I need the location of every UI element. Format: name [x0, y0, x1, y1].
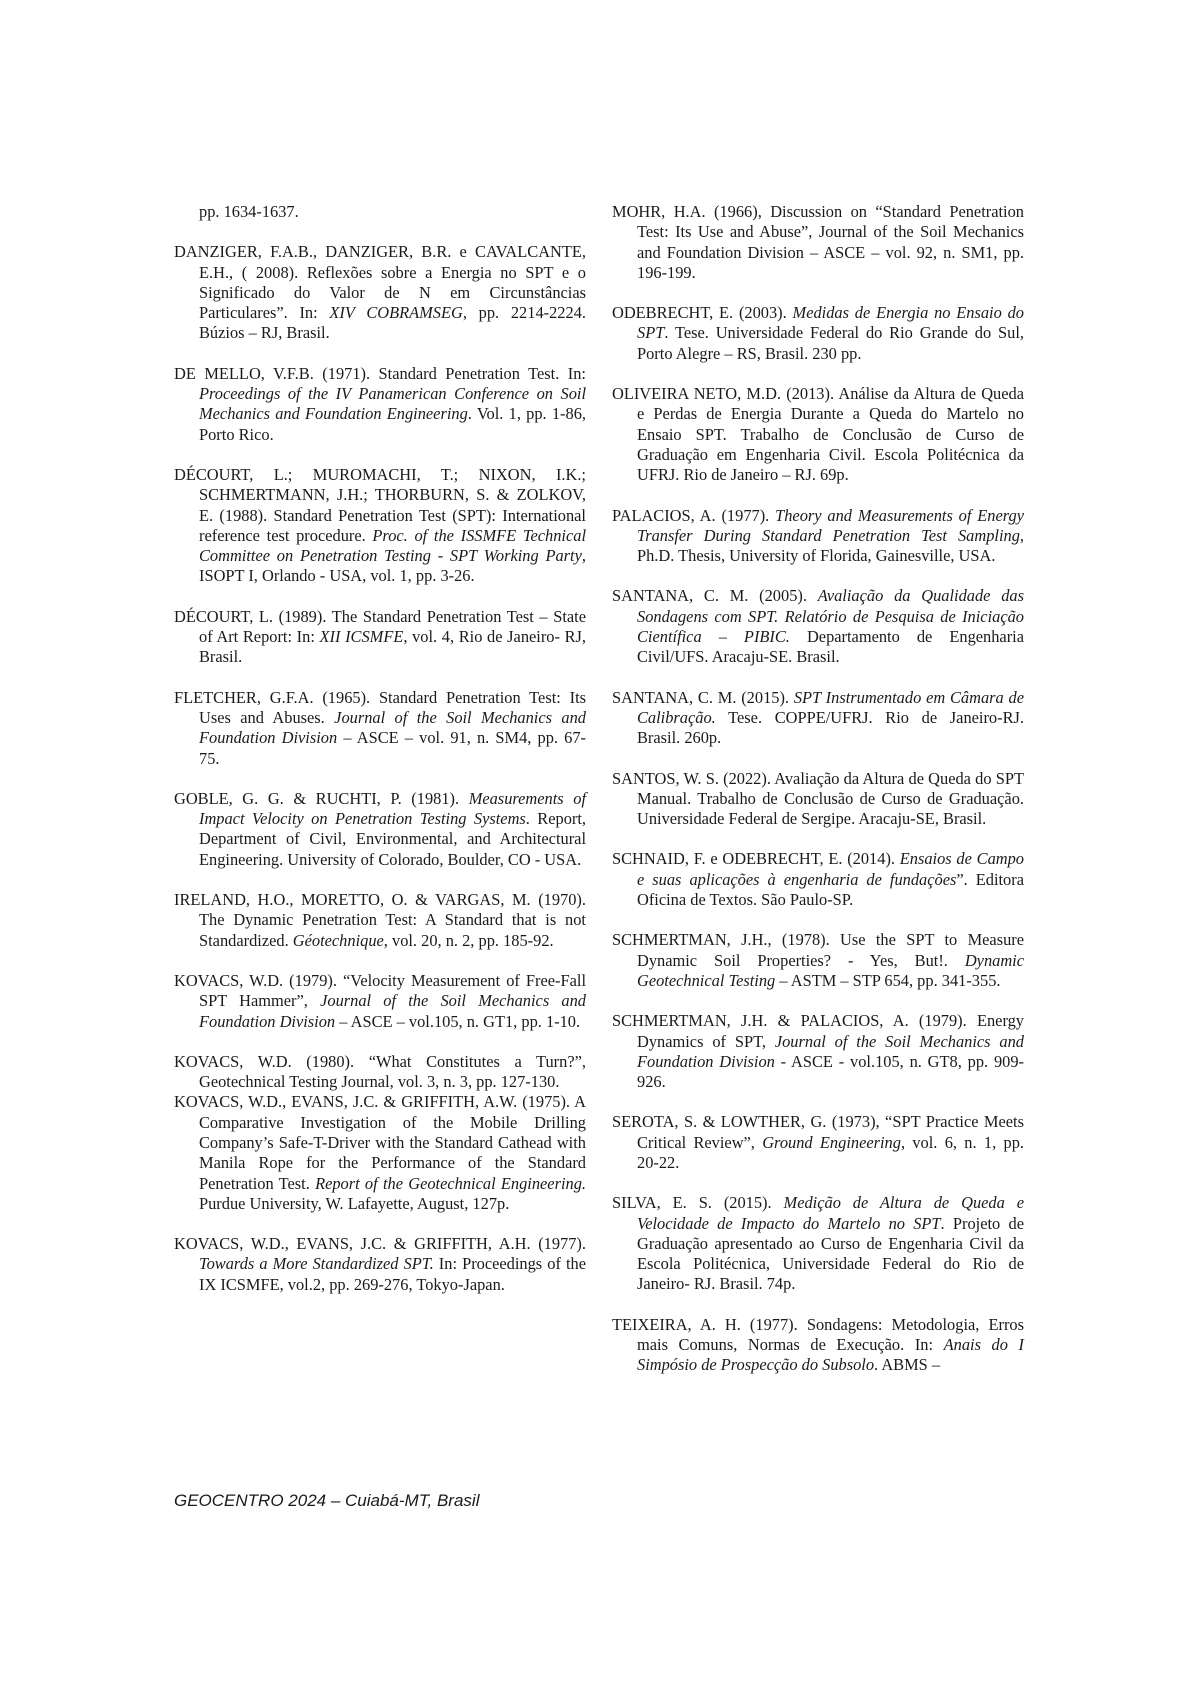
references-right-column — [612, 202, 1024, 1396]
reference-italic-text: SPT Instrumentado em Câmara de Calibração. — [637, 687, 1025, 727]
reference-text: Departamento de Engenharia Civil/UFS. Aracaju-SE. Brasil. — [637, 627, 1024, 667]
reference-italic-text: XIV COBRAMSEG — [329, 303, 463, 323]
reference-italic-text: XII ICSMFE — [319, 627, 404, 647]
reference-italic-text: Towards a More Standardized SPT. — [199, 1254, 434, 1274]
reference-text: DÉCOURT, L. (1989). The Standard Penetration Test – State of Art Report: In: — [174, 606, 586, 647]
reference-text: , ISOPT I, Orlando - USA, vol. 1, pp. 3-26. — [199, 546, 586, 586]
reference-text: . Report, Department of Civil, Environmental, and Architectural Engineering. University of Colorado, Boulder, CO - USA. — [199, 809, 586, 869]
reference-italic-text: Journal of the Soil Mechanics and Foundation Division — [637, 1031, 1024, 1071]
reference-entry — [174, 1052, 586, 1093]
reference-text: KOVACS, W.D. (1979). “Velocity Measurement of Free-Fall SPT Hammer”, — [174, 970, 586, 1011]
reference-text: TEIXEIRA, A. H. (1977). Sondagens: Metodologia, Erros mais Comuns, Normas de Execução. In: — [612, 1314, 1024, 1355]
reference-entry — [612, 586, 1024, 667]
reference-text: , vol. 6, n. 1, pp. 20-22. — [637, 1132, 1025, 1172]
reference-text: SANTOS, W. S. (2022). Avaliação da Altura de Queda do SPT Manual. Trabalho de Conclusão de Curso de Graduação. Universidade Federal de Sergipe. Aracaju-SE, Brasil. — [612, 768, 1024, 829]
reference-text: OLIVEIRA NETO, M.D. (2013). Análise da Altura de Queda e Perdas de Energia Durante a Queda do Martelo no Ensaio SPT. Trabalho de Conclusão de Curso de Graduação em Engenharia Civil. Escola Politécnica da UFRJ. Rio de Janeiro – RJ. 69p. — [612, 384, 1024, 485]
reference-entry — [174, 971, 586, 1032]
reference-text: GOBLE, G. G. & RUCHTI, P. (1981). — [174, 788, 469, 808]
reference-entry — [174, 688, 586, 769]
reference-italic-text: Journal of the Soil Mechanics and Foundation Division — [199, 991, 586, 1031]
reference-text: . ABMS – — [874, 1355, 941, 1375]
reference-text: SCHMERTMAN, J.H., (1978). Use the SPT to Measure Dynamic Soil Properties? - Yes, But!. — [612, 930, 1024, 970]
reference-entry — [174, 465, 586, 587]
reference-entry — [174, 890, 586, 951]
reference-text: IRELAND, H.O., MORETTO, O. & VARGAS, M. (1970). The Dynamic Penetration Test: A Standard that is not Standardized. — [174, 890, 586, 950]
reference-entry — [612, 688, 1024, 749]
reference-text: - ASCE - vol.105, n. GT8, pp. 909-926. — [637, 1051, 1024, 1092]
reference-text: – ASCE – vol.105, n. GT1, pp. 1-10. — [335, 1011, 581, 1031]
reference-italic-text: Proc. of the ISSMFE Technical Committee on Penetration Testing - SPT Working Party — [199, 525, 586, 566]
reference-text: , vol. 20, n. 2, pp. 185-92. — [383, 930, 554, 950]
reference-text: DÉCOURT, L.; MUROMACHI, T.; NIXON, I.K.; SCHMERTMANN, J.H.; THORBURN, S. & ZOLKOV, E. (1988). Standard Penetration Test (SPT): International reference test procedure. — [174, 464, 586, 545]
reference-italic-text: Measurements of Impact Velocity on Penetration Testing Systems — [199, 788, 586, 829]
reference-italic-text: Medidas de Energia no Ensaio do SPT — [637, 303, 1024, 343]
reference-text: pp. 1634-1637. — [199, 202, 299, 221]
reference-entry — [612, 930, 1024, 991]
reference-text: , Ph.D. Thesis, University of Florida, Gainesville, USA. — [637, 525, 1024, 566]
reference-text: KOVACS, W.D., EVANS, J.C. & GRIFFITH, A.W. (1975). A Comparative Investigation of the Mobile Drilling Company’s Safe-T-Driver with the Standard Cathead with Manila Rope for the Performance of the Standard Penetration Test. — [174, 1092, 586, 1193]
reference-text: , pp. 2214-2224. Búzios – RJ, Brasil. — [199, 303, 586, 343]
reference-italic-text: Géotechnique — [292, 930, 384, 950]
reference-text: . Vol. 1, pp. 1-86, Porto Rico. — [199, 404, 587, 444]
reference-entry — [612, 1011, 1024, 1092]
reference-text: MOHR, H.A. (1966), Discussion on “Standard Penetration Test: Its Use and Abuse”, Journal of the Soil Mechanics and Foundation Division – ASCE – vol. 92, n. SM1, pp. 196-199. — [612, 202, 1024, 282]
reference-text: DANZIGER, F.A.B., DANZIGER, B.R. e CAVALCANTE, E.H., ( 2008). Reflexões sobre a Energia no SPT e o Significado do Valor de N em Circunstâncias Particulares”. In: — [174, 242, 586, 323]
reference-text: KOVACS, W.D., EVANS, J.C. & GRIFFITH, A.H. (1977). — [174, 1234, 586, 1254]
reference-text: PALACIOS, A. (1977). — [612, 505, 776, 525]
reference-text: Tese. COPPE/UFRJ. Rio de Janeiro-RJ. Brasil. 260p. — [637, 707, 1024, 748]
reference-text: . Projeto de Graduação apresentado ao Curso de Engenharia Civil da Escola Politécnica, Universidade Federal do Rio de Janeiro- RJ. Brasil. 74p. — [637, 1213, 1024, 1294]
reference-text: SILVA, E. S. (2015). — [612, 1193, 784, 1213]
reference-entry — [174, 789, 586, 870]
reference-text: ”. Editora Oficina de Textos. São Paulo-SP. — [637, 869, 1024, 910]
reference-text: – ASTM – STP 654, pp. 341-355. — [775, 970, 1001, 990]
reference-italic-text: Medição de Altura de Queda e Velocidade de Impacto do Martelo no SPT — [637, 1193, 1024, 1233]
reference-text: SCHNAID, F. e ODEBRECHT, E. (2014). — [612, 849, 900, 869]
reference-entry — [612, 1193, 1024, 1294]
reference-entry — [174, 1234, 586, 1295]
reference-text: SANTANA, C. M. (2005). — [612, 586, 818, 606]
reference-text: – ASCE – vol. 91, n. SM4, pp. 67-75. — [199, 728, 586, 768]
reference-entry — [612, 506, 1024, 567]
reference-italic-text: Ensaios de Campo e suas aplicações à engenharia de fundações — [637, 849, 1025, 889]
reference-italic-text: Proceedings of the IV Panamerican Conference on Soil Mechanics and Foundation Engineering — [199, 384, 586, 424]
reference-text: SEROTA, S. & LOWTHER, G. (1973), “SPT Practice Meets Critical Review”, — [612, 1112, 1024, 1152]
reference-entry — [612, 303, 1024, 364]
reference-text: SCHMERTMAN, J.H. & PALACIOS, A. (1979). Energy Dynamics of SPT, — [612, 1011, 1024, 1051]
reference-italic-text: Anais do I Simpósio de Prospecção do Subsolo — [637, 1335, 1024, 1375]
reference-italic-text: Dynamic Geotechnical Testing — [637, 950, 1024, 990]
reference-entry — [174, 1092, 586, 1214]
reference-text: In: Proceedings of the IX ICSMFE, vol.2, pp. 269-276, Tokyo-Japan. — [199, 1254, 586, 1294]
reference-entry — [174, 364, 586, 445]
reference-entry — [174, 202, 586, 222]
reference-text: . Tese. Universidade Federal do Rio Grande do Sul, Porto Alegre – RS, Brasil. 230 pp. — [637, 323, 1024, 363]
reference-text: KOVACS, W.D. (1980). “What Constitutes a Turn?”, Geotechnical Testing Journal, vol. 3, n. 3, pp. 127-130. — [174, 1051, 586, 1092]
reference-text: FLETCHER, G.F.A. (1965). Standard Penetration Test: Its Uses and Abuses. — [174, 687, 586, 727]
reference-text: DE MELLO, V.F.B. (1971). Standard Penetration Test. In: — [174, 363, 586, 383]
reference-italic-text: Journal of the Soil Mechanics and Foundation Division — [199, 707, 586, 748]
reference-italic-text: Ground Engineering — [762, 1132, 901, 1152]
references-left-column — [174, 202, 586, 1315]
reference-entry — [174, 242, 586, 343]
reference-entry — [612, 384, 1024, 485]
reference-text: Purdue University, W. Lafayette, August, 127p. — [199, 1193, 510, 1213]
reference-entry — [612, 769, 1024, 830]
reference-entry — [612, 1315, 1024, 1376]
page-footer: GEOCENTRO 2024 – Cuiabá-MT, Brasil — [174, 1491, 480, 1510]
reference-text: SANTANA, C. M. (2015). — [612, 687, 794, 707]
reference-text: ODEBRECHT, E. (2003). — [612, 303, 793, 323]
reference-italic-text: Report of the Geotechnical Engineering. — [315, 1173, 587, 1193]
reference-italic-text: Avaliação da Qualidade das Sondagens com SPT. Relatório de Pesquisa de Iniciação Científica – PIBIC. — [637, 586, 1024, 647]
reference-entry — [174, 607, 586, 668]
reference-italic-text: Theory and Measurements of Energy Transfer During Standard Penetration Test Sampling — [637, 505, 1024, 545]
reference-entry — [612, 202, 1024, 283]
reference-text: , vol. 4, Rio de Janeiro- RJ, Brasil. — [199, 627, 586, 667]
reference-entry — [612, 1112, 1024, 1173]
reference-entry — [612, 849, 1024, 910]
